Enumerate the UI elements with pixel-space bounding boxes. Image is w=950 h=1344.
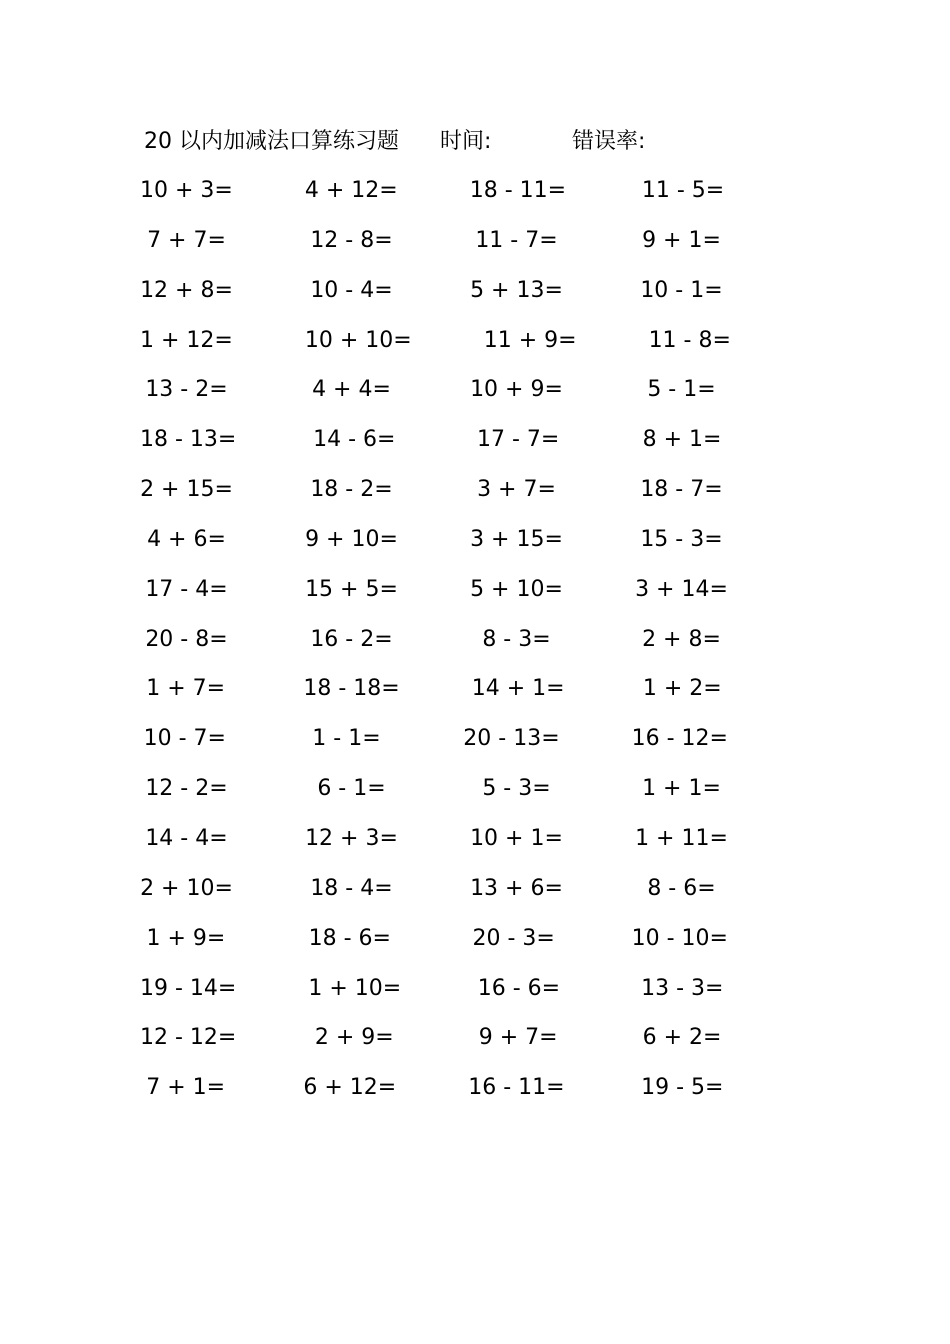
problem-item: 10 - 1= (640, 277, 723, 303)
problem-item: 3 + 7= (477, 477, 556, 503)
time-label: 时间: (440, 129, 492, 154)
problem-row (140, 515, 800, 565)
problem-item: 11 - 8= (648, 327, 731, 353)
problem-item: 16 - 2= (310, 626, 393, 652)
problem-item: 14 + 1= (471, 676, 565, 702)
problem-item: 2 + 15= (140, 477, 233, 503)
problem-row (140, 914, 800, 964)
problem-item: 10 - 7= (143, 726, 226, 752)
problem-item: 18 - 18= (303, 676, 400, 702)
problem-row (140, 465, 800, 515)
problem-item: 1 + 2= (642, 676, 722, 702)
problem-item: 2 + 8= (642, 626, 721, 652)
problem-item: 12 - 2= (145, 776, 228, 802)
problem-item: 19 - 14= (140, 975, 237, 1001)
problem-item: 10 + 1= (470, 825, 563, 851)
problem-item: 13 + 6= (470, 875, 563, 901)
problem-item: 3 + 15= (470, 526, 563, 552)
problem-item: 20 - 3= (472, 925, 555, 951)
problem-item: 18 - 4= (310, 875, 393, 901)
problem-item: 10 + 10= (304, 327, 412, 353)
problem-row (140, 814, 800, 864)
problem-item: 11 - 7= (475, 227, 558, 253)
problem-row (140, 714, 800, 764)
problem-item: 17 - 4= (145, 576, 228, 602)
problem-item: 2 + 10= (140, 875, 233, 901)
problem-item: 12 + 3= (305, 825, 398, 851)
problem-row (140, 365, 800, 415)
problem-item: 11 - 5= (641, 178, 725, 203)
problem-item: 1 + 12= (140, 327, 233, 353)
problem-grid (140, 166, 800, 1113)
problem-row (140, 615, 800, 665)
problem-item: 6 + 2= (642, 1025, 722, 1051)
problem-item: 1 + 9= (146, 925, 226, 951)
problem-item: 20 - 13= (463, 726, 560, 752)
problem-item: 16 - 12= (631, 726, 728, 752)
problem-item: 10 + 9= (470, 377, 563, 403)
problem-item: 4 + 4= (312, 377, 391, 403)
problem-item: 13 - 3= (641, 975, 724, 1001)
problem-item: 9 + 7= (478, 1025, 558, 1051)
problem-row (140, 266, 800, 316)
problem-row (140, 1013, 800, 1063)
problem-item: 12 + 8= (140, 277, 233, 303)
problem-item: 7 + 1= (146, 1075, 226, 1101)
problem-row (140, 415, 800, 465)
problem-item: 7 + 7= (147, 227, 226, 253)
problem-item: 6 + 12= (303, 1075, 397, 1101)
problem-item: 12 - 12= (140, 1025, 237, 1051)
problem-row (140, 166, 800, 216)
problem-item: 19 - 5= (641, 1075, 724, 1101)
problem-item: 16 - 6= (477, 975, 561, 1001)
problem-item: 1 + 7= (146, 676, 226, 702)
problem-item: 9 + 1= (642, 227, 721, 253)
problem-item: 5 + 10= (470, 576, 563, 602)
problem-row (140, 864, 800, 914)
problem-item: 15 + 5= (305, 576, 398, 602)
problem-item: 8 - 6= (647, 875, 716, 901)
problem-item: 10 - 4= (310, 277, 393, 303)
problem-item: 10 + 3= (140, 178, 233, 203)
problem-row (140, 664, 800, 714)
problem-item: 6 - 1= (317, 776, 386, 802)
problem-item: 5 - 3= (482, 776, 551, 802)
problem-item: 4 + 6= (147, 526, 226, 552)
problem-item: 10 - 10= (631, 925, 728, 951)
problem-item: 16 - 11= (468, 1075, 565, 1101)
problem-item: 18 - 7= (640, 477, 723, 503)
problem-item: 5 + 13= (470, 277, 563, 303)
problem-row (140, 565, 800, 615)
problem-item: 14 - 6= (313, 427, 396, 453)
problem-item: 15 - 3= (640, 526, 723, 552)
problem-item: 12 - 8= (310, 227, 393, 253)
problem-item: 14 - 4= (145, 825, 228, 851)
problem-item: 8 - 3= (482, 626, 551, 652)
problem-item: 3 + 14= (635, 576, 728, 602)
problem-row (140, 316, 800, 366)
problem-item: 9 + 10= (305, 526, 398, 552)
problem-row (140, 964, 800, 1014)
problem-row (140, 216, 800, 266)
problem-item: 1 + 1= (642, 776, 721, 802)
problem-item: 18 - 2= (310, 477, 393, 503)
problem-item: 1 - 1= (312, 726, 381, 752)
problem-item: 11 + 9= (483, 327, 577, 353)
error-rate-label: 错误率: (572, 129, 646, 154)
problem-item: 8 + 1= (642, 427, 722, 453)
problem-row (140, 764, 800, 814)
problem-item: 18 - 11= (469, 178, 567, 203)
problem-item: 2 + 9= (314, 1025, 394, 1051)
problem-item: 1 + 11= (635, 825, 728, 851)
problem-item: 18 - 13= (140, 427, 237, 453)
problem-item: 17 - 7= (476, 427, 560, 453)
problem-row (140, 1063, 800, 1113)
problem-item: 5 - 1= (647, 377, 716, 403)
worksheet-title: 20 以内加减法口算练习题 (144, 129, 399, 154)
problem-item: 4 + 12= (304, 178, 398, 203)
problem-item: 13 - 2= (145, 377, 228, 403)
problem-item: 20 - 8= (145, 626, 228, 652)
problem-item: 1 + 10= (308, 975, 402, 1001)
problem-item: 18 - 6= (308, 925, 391, 951)
